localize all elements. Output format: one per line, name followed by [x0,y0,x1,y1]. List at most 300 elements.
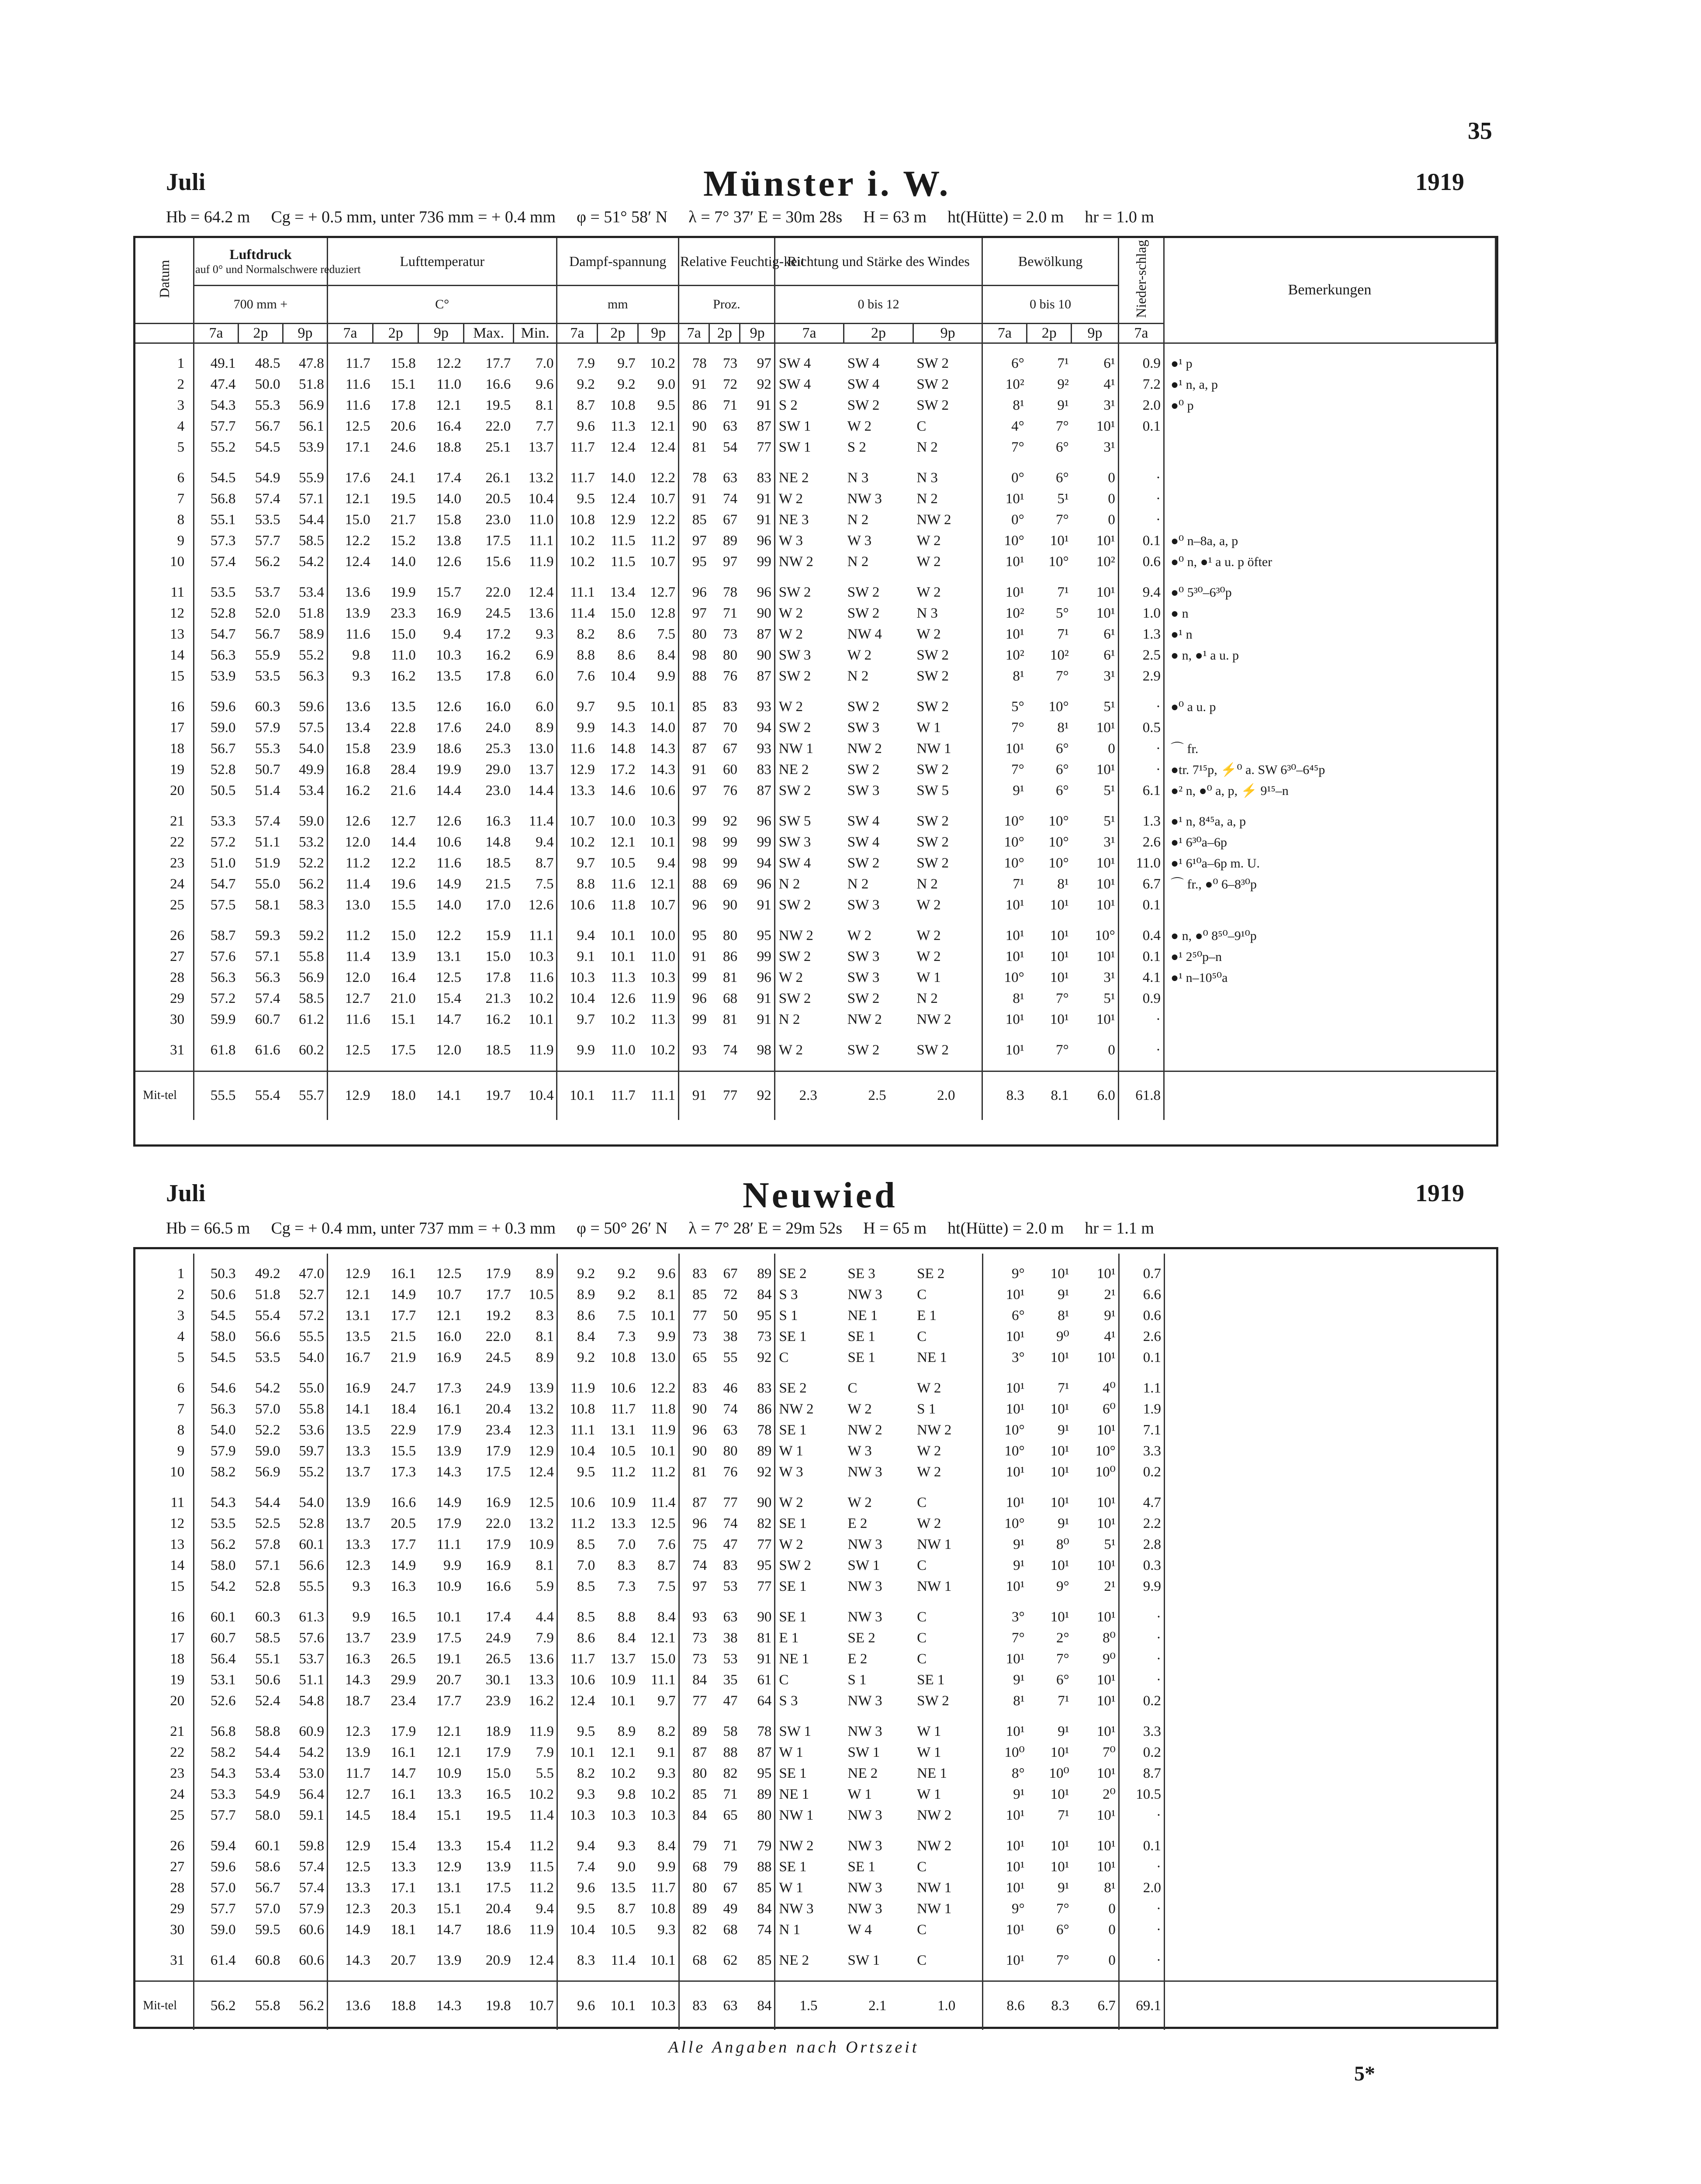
cell-c9: 6¹ [1072,353,1119,374]
cell-t9: 17.7 [436,1693,462,1709]
cell-e2: 8.6 [617,626,636,643]
cell-day: 15 [135,1576,194,1597]
cell-day: 26 [135,926,194,947]
cell-rain: 0.6 [1119,1305,1164,1326]
cell-e7: 9.7 [577,855,595,871]
cell-c2: 7° [1056,418,1069,435]
cell-rain: 0.1 [1118,947,1164,968]
cell-rain: 4.1 [1118,968,1164,988]
cell-c7: 10² [1005,647,1024,663]
cell-p7: 54.3 [210,1765,236,1781]
cell-w7: NW 1 [779,1807,814,1823]
cell-p9: 52.2 [283,853,327,874]
table-row [135,603,1496,624]
cell-e7: 9.1 [577,949,595,965]
cell-rain: 7.1 [1119,1420,1164,1441]
cell-e2: 11.3 [611,418,636,435]
cell-f9: 99 [740,552,774,573]
cell-c2: 9° [1056,1578,1069,1594]
cell-w2: NW 2 [847,1422,882,1438]
cell-p9: 59.8 [283,1835,328,1856]
cell-p2: 60.8 [255,1952,280,1968]
cell-p2: 54.4 [255,1494,280,1510]
cell-rain: · [1119,1919,1164,1940]
cell-f2: 92 [723,813,737,829]
cell-e9: 9.0 [638,374,679,395]
cell-t9: 11.0 [436,377,461,393]
cell-tmax: 23.9 [485,1693,511,1709]
cell-tmin: 10.3 [513,947,557,968]
cell-w9: NW 1 [913,739,982,760]
cell-day: 31 [135,1950,194,1971]
cell-f7: 81 [692,1464,707,1480]
cell-p9: 59.6 [283,697,327,718]
cell-e2: 11.7 [611,1088,636,1104]
cell-day: 1 [135,353,194,374]
cell-f2: 67 [723,1265,738,1282]
cell-f7: 85 [692,1286,707,1303]
cell-w2: SW 3 [847,970,880,986]
cell-t2: 20.5 [391,1515,416,1531]
cell-c2: 10¹ [1050,1859,1069,1875]
cell-p2: 53.7 [255,584,280,601]
cell-w2: W 2 [847,418,872,435]
cell-rain: 69.1 [1119,1981,1164,2030]
cell-t2: 18.1 [391,1921,416,1938]
cell-tmax: 26.5 [485,1651,511,1667]
cell-w2: S 1 [847,1672,867,1688]
cell-w9: SW 2 [913,760,982,781]
cell-t7: 16.7 [345,1349,370,1365]
cell-t2: 16.1 [391,1744,416,1760]
cell-tmin: 12.3 [514,1420,557,1441]
cell-t9: 11.1 [436,1536,462,1552]
cell-t2: 23.3 [391,605,416,622]
cell-w7: SW 4 [778,855,811,871]
cell-tmin: 11.9 [513,1040,557,1061]
cell-w9: C [913,1628,983,1648]
cell-f9: 90 [740,603,774,624]
cell-f2: 74 [723,1042,737,1058]
cell-e7: 11.1 [570,1422,595,1438]
cell-w9: SE 2 [913,1263,983,1284]
cell-t2: 16.3 [391,1578,416,1594]
cell-f2: 73 [723,356,737,372]
cell-day: 29 [135,988,194,1009]
cell-p2: 58.0 [255,1807,280,1823]
cell-w9: NW 1 [913,1576,983,1597]
cell-w9: SW 2 [913,697,982,718]
cell-p7: 54.5 [210,470,236,486]
cell-t7: 13.6 [345,584,370,601]
cell-remark [1165,1981,1496,2030]
cell-f9: 95 [740,1763,775,1784]
cell-t9: 17.6 [436,720,461,736]
cell-tmax: 20.4 [485,1901,511,1917]
cell-c7: 10¹ [1005,897,1024,913]
cell-tmin: 9.4 [514,1898,557,1919]
cell-c7: 10° [1004,1443,1025,1459]
cell-t9: 14.7 [436,1012,461,1028]
cell-t7: 12.4 [345,554,370,570]
cell-e7: 11.2 [570,1515,595,1531]
cell-p9: 56.9 [283,968,327,988]
cell-p9: 55.2 [283,1462,328,1482]
cell-c7: 10¹ [1006,1723,1025,1739]
footer-note: Alle Angaben nach Ortszeit [668,2038,920,2056]
cell-w9: W 1 [913,1742,983,1763]
cell-f9: 85 [740,1950,775,1971]
cell-t7: 17.1 [345,439,370,456]
cell-tmin: 10.7 [514,1981,557,2030]
cell-p7: 57.0 [210,1880,236,1896]
cell-w7: C [779,1672,789,1688]
cell-c9: 6.7 [1072,1981,1119,2030]
cell-day: 14 [135,1555,194,1576]
cell-tmax: 24.9 [485,1630,511,1646]
cell-e9: 14.3 [638,739,679,760]
cell-f7: 96 [692,584,707,601]
cell-c9: 10⁰ [1072,1462,1119,1482]
cell-e7: 11.9 [570,1380,595,1396]
cell-c2: 10¹ [1050,1494,1069,1510]
cell-c7: 10° [1004,970,1024,986]
cell-c9: 10° [1072,1441,1119,1462]
cell-w9: W 2 [913,624,982,645]
cell-c9: 0 [1072,1950,1119,1971]
cell-e7: 10.8 [570,512,595,528]
cell-p9: 53.4 [283,582,327,603]
cell-e9: 8.4 [638,645,679,666]
cell-f7: 83 [692,1997,707,2014]
cell-tmax: 16.5 [485,1786,511,1802]
cell-t7: 9.9 [352,1609,370,1625]
cell-p2: 55.1 [255,1651,280,1667]
cell-tmin: 12.5 [514,1492,557,1513]
table-row [135,582,1496,603]
cell-tmax: 18.6 [485,1921,511,1938]
cell-c2: 10° [1048,699,1069,715]
cell-p7: 52.8 [210,762,236,778]
cell-c9: 10¹ [1072,1763,1119,1784]
cell-c2: 10° [1048,813,1069,829]
cell-p2: 60.1 [255,1838,280,1854]
cell-e9: 7.5 [638,1576,679,1597]
cell-tmin: 11.9 [514,1721,557,1742]
cell-f2: 74 [723,1515,738,1531]
cell-day: 28 [135,968,194,988]
cell-w9: W 2 [913,531,982,552]
cell-p7: 57.2 [210,834,236,850]
cell-f9: 90 [740,645,774,666]
cell-day: 10 [135,1462,194,1482]
cell-p2: 59.0 [255,1443,280,1459]
cell-e2: 14.8 [610,741,636,757]
col-9p: 9p [418,323,464,343]
cell-remark [1164,1009,1496,1030]
cell-day: 17 [135,718,194,739]
cell-p9: 55.5 [283,1576,328,1597]
cell-e9: 12.5 [638,1513,679,1534]
cell-tmax: 19.5 [485,397,511,414]
cell-tmax: 17.5 [485,533,511,549]
cell-t7: 12.1 [345,1286,370,1303]
cell-w7: C [779,1349,789,1365]
cell-day: 6 [135,468,194,489]
cell-f7: 95 [692,554,707,570]
cell-f7: 65 [692,1349,707,1365]
cell-f9: 96 [740,968,774,988]
cell-c2: 2° [1056,1630,1069,1646]
cell-c7: 10¹ [1005,1012,1024,1028]
cell-tmax: 15.6 [485,554,511,570]
cell-f2: 63 [723,1997,738,2014]
cell-tmin: 7.7 [513,416,557,437]
cell-f2: 80 [723,928,737,944]
cell-c9: 10¹ [1072,416,1119,437]
cell-p2: 52.5 [255,1515,280,1531]
cell-remark: ●¹ n–10⁵⁰a [1171,970,1228,985]
cell-t2: 15.1 [391,377,416,393]
cell-tmin: 11.0 [513,510,557,531]
station-constant: Cg = + 0.5 mm, unter 736 mm = + 0.4 mm [271,208,556,226]
cell-p2: 56.7 [255,1880,280,1896]
cell-f7: 98 [692,855,707,871]
cell-t2: 14.9 [391,1286,416,1303]
cell-c2: 7¹ [1057,356,1069,372]
cell-p9: 51.8 [283,374,327,395]
cell-day: 18 [135,739,194,760]
cell-tmax: 22.0 [485,1515,511,1531]
cell-e7: 8.6 [577,1307,595,1324]
cell-p7: 47.4 [210,377,236,393]
cell-w9: C [913,1856,983,1877]
cell-e2: 10.9 [610,1494,636,1510]
section1-month: Juli [166,169,206,196]
cell-t7: 12.2 [345,533,370,549]
cell-tmax: 15.9 [485,928,511,944]
cell-c7: 10¹ [1005,928,1024,944]
cell-c2: 10¹ [1050,1609,1069,1625]
cell-w7: SW 4 [778,377,811,393]
cell-t9: 12.5 [436,970,461,986]
col-7a: 7a [557,323,598,343]
cell-p7: 55.2 [210,439,236,456]
cell-tmax: 20.9 [485,1952,511,1968]
cell-w9: SW 2 [913,832,982,853]
cell-tmin: 11.1 [513,531,557,552]
cell-w7: SE 1 [779,1515,807,1531]
cell-c7: 10¹ [1005,1042,1024,1058]
cell-c7: 10¹ [1006,1464,1025,1480]
cell-remark [1164,468,1496,489]
cell-e7: 8.6 [577,1630,595,1646]
cell-c7: 6° [1012,1307,1025,1324]
cell-w9: SW 2 [913,374,982,395]
cell-c7: 8.3 [1006,1088,1024,1104]
cell-p7: 53.3 [210,813,236,829]
cell-t2: 14.7 [391,1765,416,1781]
cell-f7: 68 [692,1859,707,1875]
cell-c9: 10¹ [1072,1492,1119,1513]
cell-w2: SW 4 [847,813,880,829]
cell-c9: 3¹ [1072,968,1119,988]
cell-t7: 15.8 [345,741,370,757]
cell-c2: 7° [1056,991,1069,1007]
cell-t9: 10.9 [436,1578,462,1594]
cell-t9: 13.1 [436,949,461,965]
cell-tmax: 15.0 [485,949,511,965]
cell-t7: 14.9 [345,1921,370,1938]
cell-p2: 54.2 [255,1380,280,1396]
dampf-unit: mm [557,285,679,323]
cell-p7: 54.7 [210,876,236,892]
cell-f9: 92 [740,1347,775,1368]
cell-e2: 11.7 [611,1401,636,1417]
cell-f2: 76 [723,783,737,799]
cell-rain: 10.5 [1119,1784,1164,1805]
cell-e9: 10.2 [638,353,679,374]
cell-f2: 38 [723,1328,738,1344]
cell-t9: 16.1 [436,1401,462,1417]
cell-e2: 12.6 [610,991,636,1007]
table-row [135,1399,1496,1420]
cell-f9: 87 [740,416,774,437]
cell-f2: 53 [723,1578,738,1594]
col-2p: 2p [709,323,740,343]
cell-p9: 59.0 [283,811,327,832]
cell-c9: 0 [1072,1919,1119,1940]
cell-e9: 11.0 [638,947,679,968]
cell-e7: 10.1 [570,1088,595,1104]
cell-remark: ●¹ 6³⁰a–6p [1171,835,1227,850]
cell-f2: 49 [723,1901,738,1917]
cell-c7: 8¹ [1013,668,1024,684]
cell-c7: 10² [1005,377,1024,393]
cell-f2: 81 [723,970,737,986]
cell-p9: 56.1 [283,416,327,437]
cell-f7: 83 [692,1265,707,1282]
col-2p: 2p [373,323,418,343]
cell-p2: 57.7 [255,533,280,549]
cell-f2: 83 [723,699,737,715]
cell-f7: 97 [692,783,707,799]
table-row [135,510,1496,531]
bemerkungen-header: Bemerkungen [1164,238,1496,343]
table-row [135,926,1496,947]
cell-f7: 89 [692,1723,707,1739]
cell-c2: 7¹ [1057,584,1069,601]
cell-t2: 21.7 [391,512,416,528]
cell-day: 11 [135,582,194,603]
cell-t9: 16.4 [436,418,461,435]
cell-f2: 88 [723,1744,738,1760]
cell-f9: 84 [740,1981,775,2030]
cell-w2: NW 3 [847,1464,882,1480]
cell-e2: 10.1 [610,1997,636,2014]
cell-rain: · [1119,1669,1164,1690]
cell-w9: SW 2 [913,353,982,374]
cell-remark [1165,1607,1496,1628]
cell-e2: 11.5 [611,533,636,549]
bewoelkung-unit: 0 bis 10 [982,285,1118,323]
table-row [135,1898,1496,1919]
table-row [135,552,1496,573]
cell-c9: 10² [1072,552,1119,573]
cell-tmin: 8.9 [514,1347,557,1368]
cell-rain: 1.1 [1119,1378,1164,1399]
cell-f9: 77 [740,1576,775,1597]
cell-w2: NW 3 [847,1807,882,1823]
cell-c2: 6° [1056,783,1069,799]
cell-t9: 17.4 [436,470,461,486]
cell-remark [1165,1441,1496,1462]
cell-w9: SW 2 [913,666,982,687]
cell-w9: W 2 [913,1378,983,1399]
cell-e2: 9.8 [617,1786,636,1802]
cell-tmin: 8.9 [514,1263,557,1284]
cell-t9: 12.5 [436,1265,462,1282]
cell-f7: 87 [692,720,707,736]
cell-e9: 10.2 [638,1784,679,1805]
cell-day: 3 [135,1305,194,1326]
cell-p7: 57.2 [210,991,236,1007]
cell-f2: 67 [723,741,737,757]
cell-t7: 13.5 [345,1328,370,1344]
cell-e2: 13.7 [610,1651,636,1667]
cell-f2: 83 [723,1557,738,1573]
cell-p9: 55.0 [283,1378,328,1399]
cell-rain: 8.7 [1119,1763,1164,1784]
cell-w7: W 1 [779,1880,803,1896]
cell-p2: 56.7 [255,418,280,435]
cell-w7: SW 2 [778,783,811,799]
table-row [135,1284,1496,1305]
cell-tmax: 20.5 [485,491,511,507]
table-row [135,1555,1496,1576]
cell-e2: 11.8 [611,897,636,913]
cell-t7: 12.3 [345,1901,370,1917]
cell-w7: S 3 [779,1693,798,1709]
cell-remark [1164,1040,1496,1061]
cell-t9: 13.9 [436,1443,462,1459]
cell-w7: W 2 [778,970,803,986]
station-constant: λ = 7° 37′ E = 30m 28s [688,208,843,226]
cell-tmin: 9.6 [513,374,557,395]
table-row [135,968,1496,988]
table-row [135,1835,1496,1856]
cell-f9: 79 [740,1835,775,1856]
cell-t2: 14.0 [391,554,416,570]
cell-c2: 10° [1048,834,1069,850]
cell-c9: 9¹ [1072,1305,1119,1326]
cell-tmin: 5.5 [514,1763,557,1784]
cell-e2: 10.1 [610,928,636,944]
cell-remark [1165,1835,1496,1856]
cell-e2: 12.1 [610,1744,636,1760]
cell-f7: 85 [692,1786,707,1802]
cell-rain: 9.4 [1118,582,1164,603]
cell-rain: 0.2 [1119,1462,1164,1482]
cell-e2: 12.1 [610,834,636,850]
cell-e2: 10.2 [610,1012,636,1028]
cell-t9: 18.6 [436,741,461,757]
table-row [135,1763,1496,1784]
table-row [135,395,1496,416]
cell-p9: 59.1 [283,1805,328,1826]
cell-t2: 16.1 [391,1265,416,1282]
cell-e9: 8.2 [638,1721,679,1742]
